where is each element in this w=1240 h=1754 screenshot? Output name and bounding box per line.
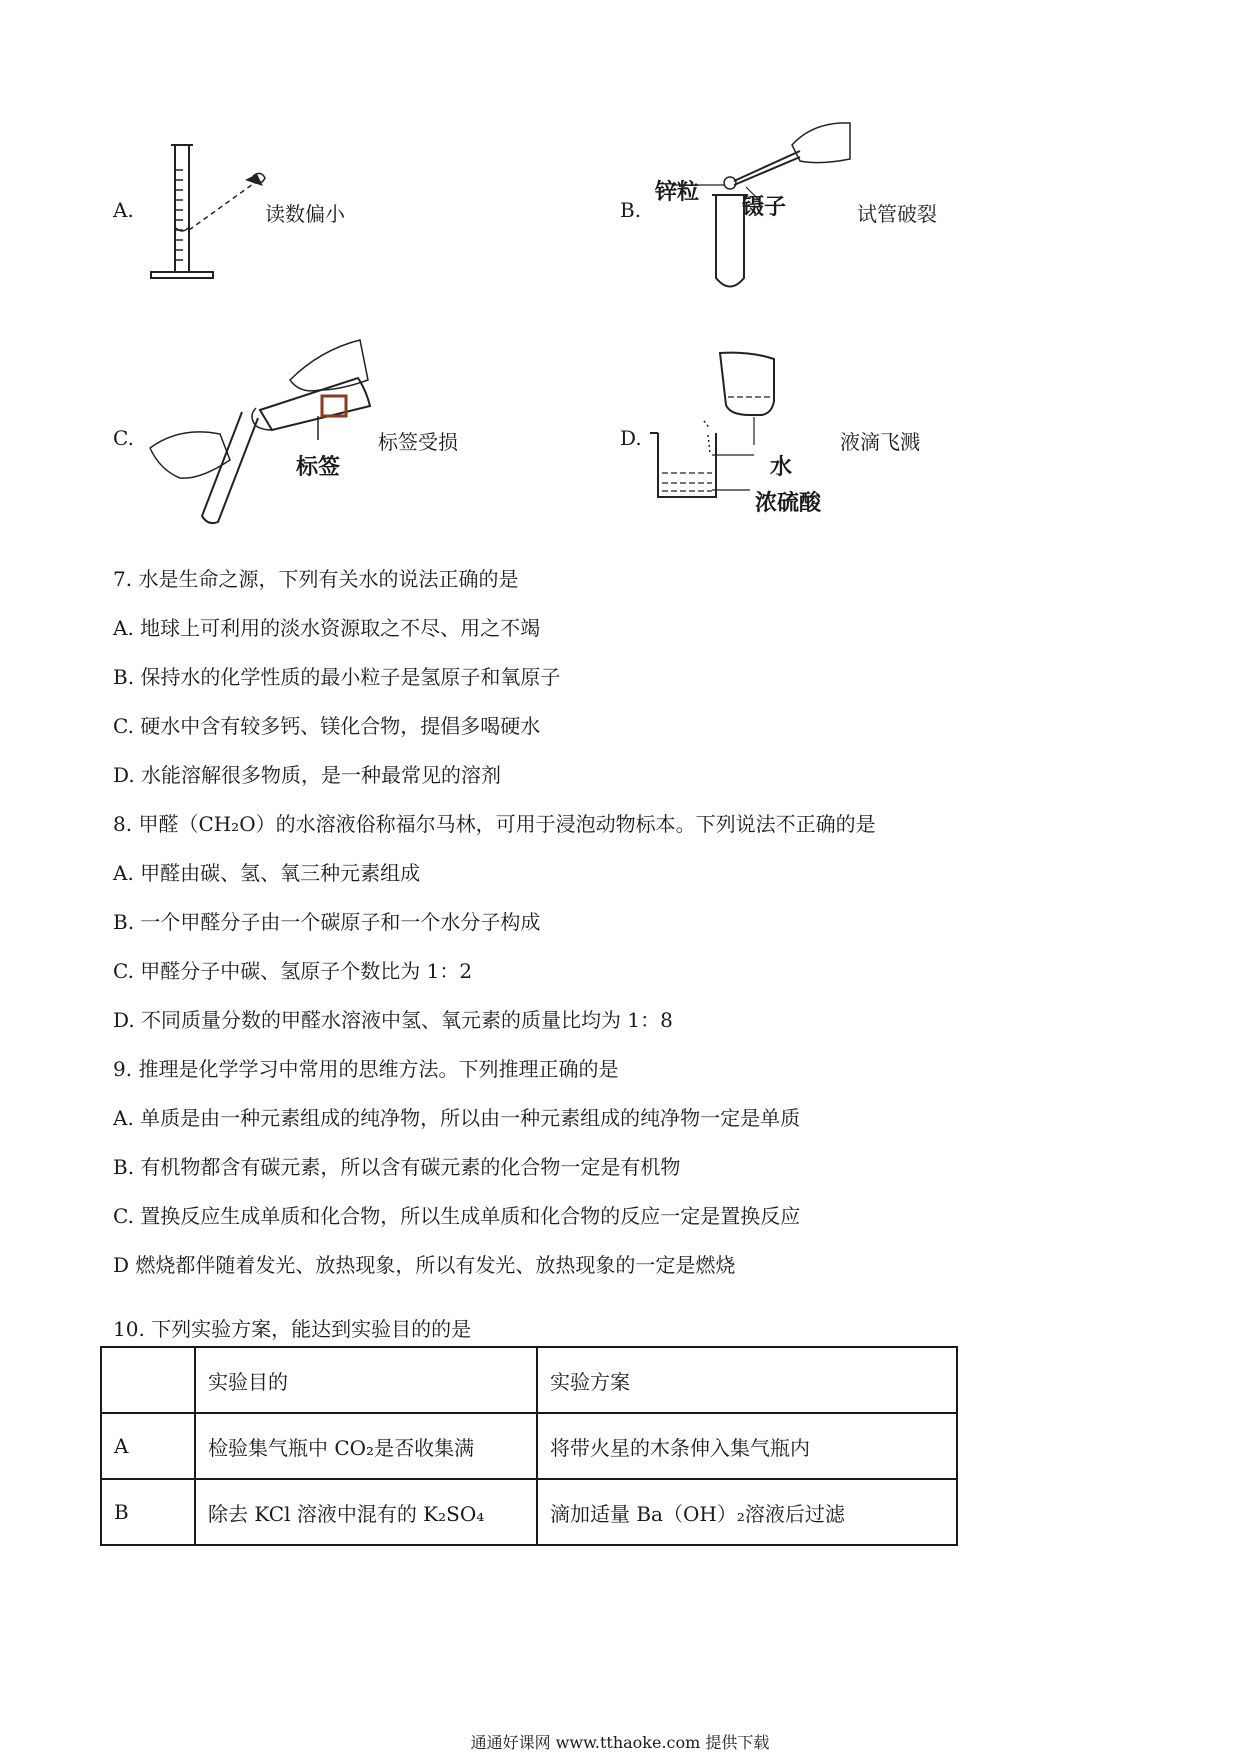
table-header-plan: 实验方案: [537, 1347, 957, 1413]
experiment-table: [100, 1346, 958, 1546]
q7-option-b: B. 保持水的化学性质的最小粒子是氢原子和氧原子: [113, 665, 561, 689]
table-cell-plan: 将带火星的木条伸入集气瓶内: [537, 1413, 957, 1479]
pouring-liquid-figure: [150, 330, 370, 530]
table-header-cell: [101, 1347, 195, 1413]
q8-option-d: D. 不同质量分数的甲醛水溶液中氢、氧元素的质量比均为 1：8: [113, 1008, 673, 1032]
table-row: [101, 1413, 957, 1479]
table-cell-label: A: [101, 1413, 195, 1479]
label-tag-label: 标签: [296, 454, 341, 480]
option-d-caption: 液滴飞溅: [840, 430, 920, 454]
q9-option-c: C. 置换反应生成单质和化合物，所以生成单质和化合物的反应一定是置换反应: [113, 1204, 801, 1228]
option-c-caption: 标签受损: [378, 430, 458, 454]
q9-stem: 9. 推理是化学学习中常用的思维方法。下列推理正确的是: [113, 1057, 619, 1081]
graduated-cylinder-figure: [145, 140, 275, 280]
q9-option-a: A. 单质是由一种元素组成的纯净物，所以由一种元素组成的纯净物一定是单质: [113, 1106, 801, 1130]
option-a-letter: A.: [113, 198, 134, 222]
option-b-caption: 试管破裂: [857, 202, 937, 226]
concentrated-sulfuric-acid-label: 浓硫酸: [755, 490, 822, 516]
q9-option-d: D 燃烧都伴随着发光、放热现象，所以有发光、放热现象的一定是燃烧: [113, 1253, 736, 1277]
q8-stem: 8. 甲醛（CH₂O）的水溶液俗称福尔马林，可用于浸泡动物标本。下列说法不正确的是: [113, 812, 876, 836]
q8-option-b: B. 一个甲醛分子由一个碳原子和一个水分子构成: [113, 910, 541, 934]
table-cell-purpose: 检验集气瓶中 CO₂是否收集满: [195, 1413, 537, 1479]
option-a-caption: 读数偏小: [265, 202, 345, 226]
q7-option-c: C. 硬水中含有较多钙、镁化合物，提倡多喝硬水: [113, 714, 541, 738]
zinc-granule-label: 锌粒: [655, 179, 700, 205]
table-cell-plan: 滴加适量 Ba（OH）₂溶液后过滤: [537, 1479, 957, 1545]
q7-stem: 7. 水是生命之源，下列有关水的说法正确的是: [113, 567, 519, 591]
tweezers-label: 镊子: [742, 194, 787, 220]
table-header-purpose: 实验目的: [195, 1347, 537, 1413]
q7-option-d: D. 水能溶解很多物质，是一种最常见的溶剂: [113, 763, 502, 787]
table-cell-label: B: [101, 1479, 195, 1545]
q8-option-a: A. 甲醛由碳、氢、氧三种元素组成: [113, 861, 421, 885]
option-b-letter: B.: [620, 198, 642, 222]
option-d-letter: D.: [620, 426, 642, 450]
table-header-row: [101, 1347, 957, 1413]
q10-stem: 10. 下列实验方案，能达到实验目的的是: [113, 1317, 472, 1341]
page-footer: 通通好课网 www.tthaoke.com 提供下载: [470, 1733, 770, 1752]
water-label: 水: [770, 454, 793, 480]
table-row: [101, 1479, 957, 1545]
option-c-letter: C.: [113, 426, 134, 450]
q8-option-c: C. 甲醛分子中碳、氢原子个数比为 1：2: [113, 959, 473, 983]
q7-option-a: A. 地球上可利用的淡水资源取之不尽、用之不竭: [113, 616, 541, 640]
q9-option-b: B. 有机物都含有碳元素，所以含有碳元素的化合物一定是有机物: [113, 1155, 681, 1179]
table-cell-purpose: 除去 KCl 溶液中混有的 K₂SO₄: [195, 1479, 537, 1545]
